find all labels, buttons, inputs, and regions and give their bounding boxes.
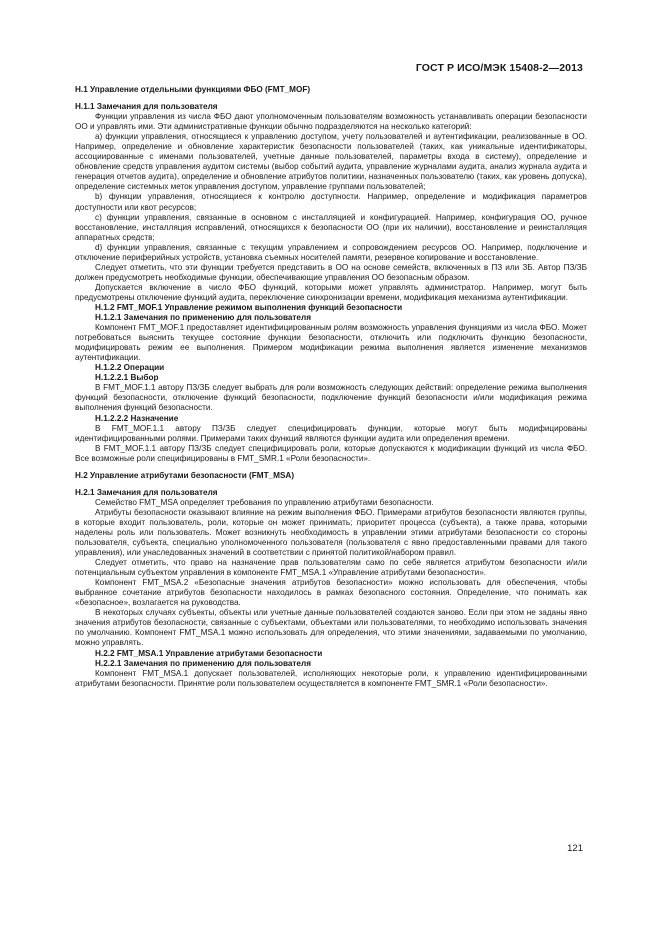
- paragraph: В FMT_MOF.1.1 автору ПЗ/ЗБ следует выбрать для роли возможность следующих действий: определение режима выполнения функций безопасности, отключение функций безопасности, подключение функций безопасности и/или модификация режима выполнения функций безопасности.: [75, 383, 587, 413]
- page-content: [75, 85, 587, 689]
- standard-header: ГОСТ Р ИСО/МЭК 15408-2—2013: [415, 62, 583, 74]
- paragraph: Следует отметить, что право на назначение прав пользователям само по себе является атрибутом безопасности и/или потенциальным субъектом управления в компоненте FMT_MSA.1 «Управление атрибутами безопасности».: [75, 558, 587, 578]
- list-item: d) функции управления, связанные с текущим управлением и сопровождением ресурсов ОО. Например, подключение и отключение периферийных устройств, установка съемных носителей памяти, резервное копирование и восстановление.: [75, 242, 587, 262]
- list-item: а) функции управления, относящиеся к управлению доступом, учету пользователей и аутентификации, реализованные в ОО. Например, определение и обновление характеристик безопасности пользователей (таких, как уникальные идентификаторы, ассоциированные с именами пользователей, учетные данные пользователей, параметры входа в систему), определение и обновление средств управления аудитом системы (выбор событий аудита, управление журналами аудита, анализ журнала аудита и генерация отчетов аудита), определение и обновление атрибутов политики, назначенных пользователю (таких, как уровень допуска), определение системных меток управления доступом, управление группами пользователей;: [75, 132, 587, 192]
- list-item: b) функции управления, относящиеся к контролю доступности. Например, определение и модификация параметров доступности или квот ресурсов;: [75, 192, 587, 212]
- subsection-heading: Н.2.1 Замечания для пользователя: [75, 487, 218, 497]
- list-item: c) функции управления, связанные в основном с инсталляцией и конфигурацией. Например, конфигурация ОО, ручное восстановление, инсталляция исправлений, относящихся к безопасности ОО (при их наличии), восстановление и реинсталляция аппаратных средств;: [75, 212, 587, 242]
- subsection-heading: Н.2.2 FMT_MSA.1 Управление атрибутами безопасности: [95, 648, 323, 658]
- paragraph: В FMT_MOF.1.1 автору ПЗ/ЗБ следует специфицировать функции, которые могут быть модифицированы идентифицированными ролями. Примерами таких функций являются функции аудита или определения времени.: [75, 423, 587, 443]
- subsection-heading: Н.2.2.1 Замечания по применению для пользователя: [95, 658, 311, 668]
- subsection-heading: Н.1.2.2.1 Выбор: [95, 373, 159, 383]
- paragraph: В FMT_MOF.1.1 автору ПЗ/ЗБ следует специфицировать роли, которые допускаются к модификации функций из числа ФБО. Все возможные роли специфицированы в FMT_SMR.1 «Роли безопасности».: [75, 443, 587, 463]
- subsection-heading: Н.1.2.2 Операции: [95, 363, 165, 373]
- subsection-heading: Н.1.2.2.2 Назначение: [95, 413, 179, 423]
- subsection-heading: Н.1.2 FMT_MOF.1 Управление режимом выполнения функций безопасности: [95, 302, 403, 312]
- page-number: 121: [567, 843, 583, 854]
- subsection-heading: Н.1.1 Замечания для пользователя: [75, 102, 218, 112]
- paragraph: Функции управления из числа ФБО дают уполномоченным пользователям возможность устанавливать операции безопасности ОО и управлять ими. Эти административные функции обычно подразделяются на несколько категорий:: [75, 112, 587, 132]
- paragraph: Компонент FMT_MSA.2 «Безопасные значения атрибутов безопасности» можно использовать для обеспечения, чтобы выбранное сочетание атрибутов безопасности находилось в рамках безопасного состояния. Определение, что понимать как «безопасное», возлагается на руководства.: [75, 578, 587, 608]
- section-heading: Н.2 Управление атрибутами безопасности (FMT_MSA): [75, 470, 295, 480]
- paragraph: Семейство FMT_MSA определяет требования по управлению атрибутами безопасности.: [95, 497, 434, 507]
- paragraph: Следует отметить, что эти функции требуется представить в ОО на основе семейств, включенных в ПЗ или ЗБ. Автор ПЗ/ЗБ должен предусмотреть необходимые функции, обеспечивающие управления ОО безопасным образом.: [75, 262, 587, 282]
- paragraph: Допускается включение в число ФБО функций, которыми может управлять администратор. Например, могут быть предусмотрены отключение функций аудита, переключение синхронизации времени, модификация механизма аутентификации.: [75, 282, 587, 302]
- paragraph: Компонент FMT_MSA.1 допускает пользователей, исполняющих некоторые роли, к управлению идентифицированными атрибутами безопасности. Принятие роли пользователем осуществляется в компоненте FMT_SMR.1 «Роли безопасности».: [75, 668, 587, 688]
- section-heading: Н.1 Управление отдельными функциями ФБО (FMT_MOF): [75, 85, 311, 94]
- paragraph: Компонент FMT_MOF.1 предоставляет идентифицированным ролям возможность управления функциями из числа ФБО. Может потребоваться выяснить текущее состояние функции безопасности, отключить или подключить функцию безопасности, модифицировать режим ее выполнения. Примером модификации режима выполнения является изменение механизмов аутентификации.: [75, 323, 587, 363]
- paragraph: Атрибуты безопасности оказывают влияние на режим выполнения ФБО. Примерами атрибутов безопасности являются группы, в которые входит пользователь, роли, которые он может принимать; приоритет процесса (субъекта), а также права, которыми наделены роль или пользователь. Может возникнуть необходимость в управлении этими атрибутами безопасности со стороны пользователя, субъекта, специально уполномоченного пользователя (пользователя с явно предоставленными правами для такого управления), или унаследованных значений в соответствии с принятой политикой/набором правил.: [75, 507, 587, 558]
- subsection-heading: Н.1.2.1 Замечания по применению для пользователя: [95, 313, 311, 323]
- paragraph: В некоторых случаях субъекты, объекты или учетные данные пользователей создаются заново. Если при этом не заданы явно значения атрибутов безопасности, связанные с субъектами, объектами или пользователями, то необходимо использовать значения по умолчанию. Компонент FMT_MSA.1 можно использовать для определения, что этими значениями, задаваемыми по умолчанию, можно управлять.: [75, 608, 587, 648]
